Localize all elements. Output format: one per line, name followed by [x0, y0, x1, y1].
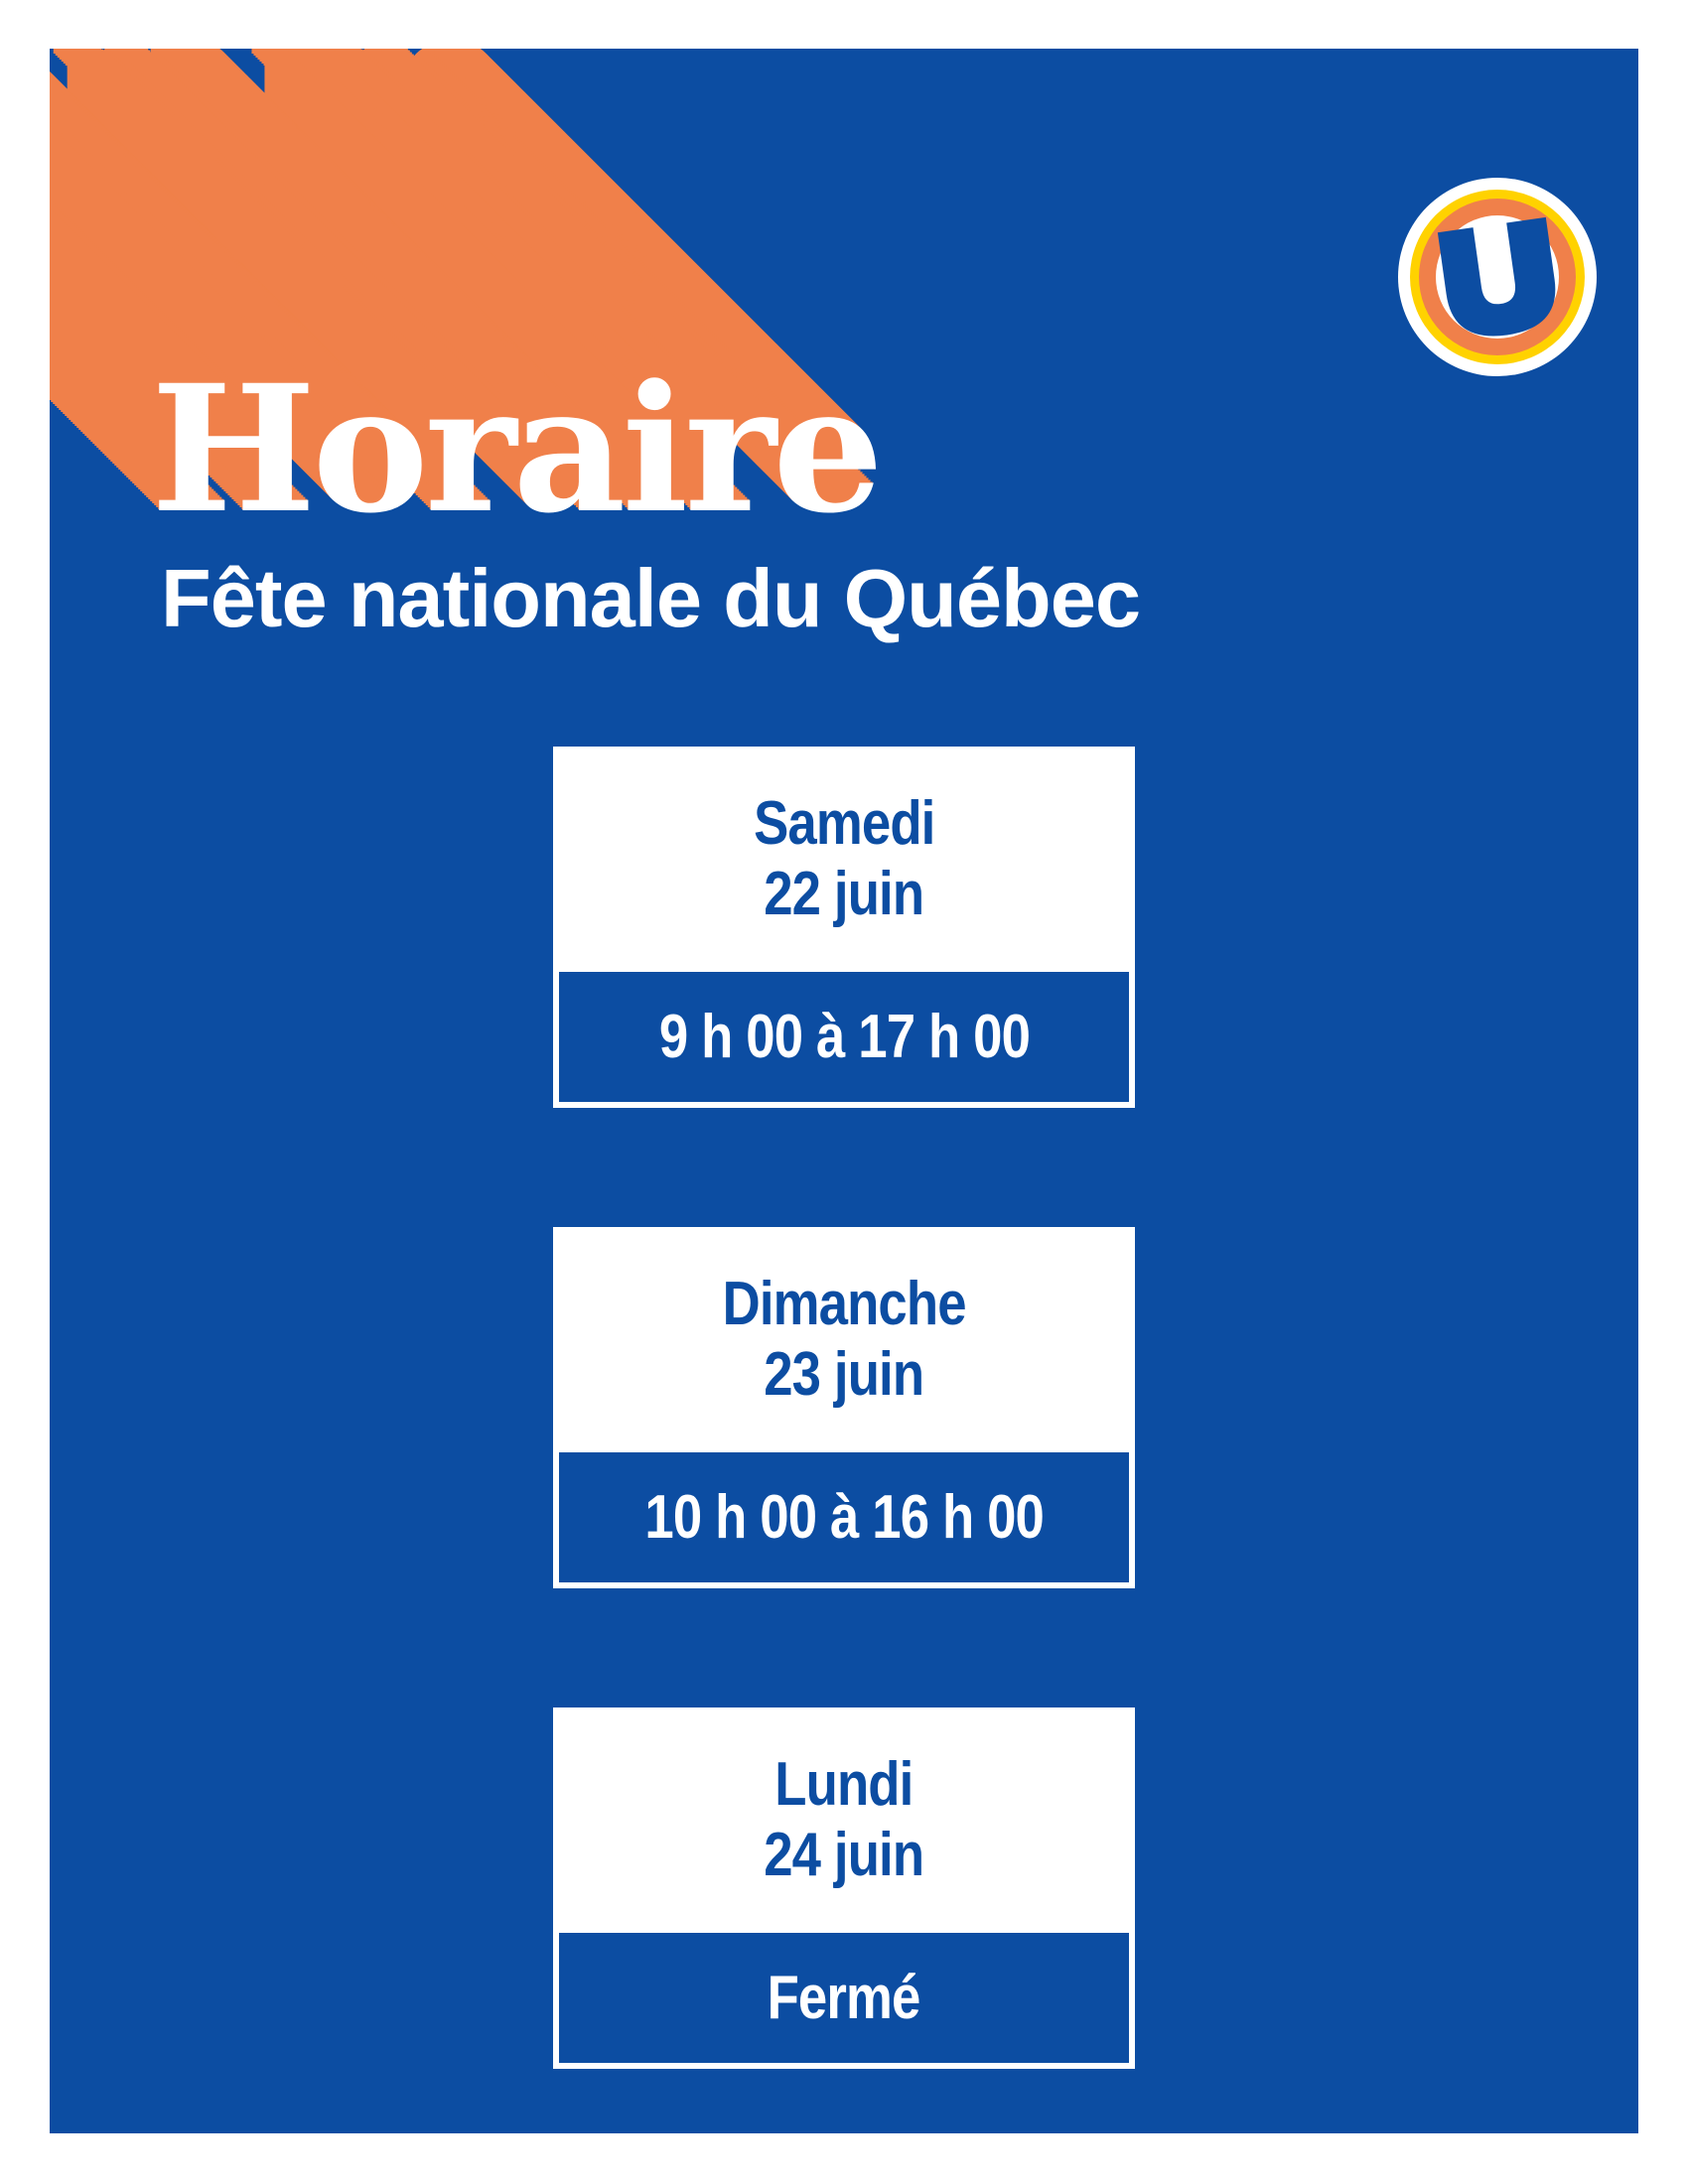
card-day-header	[559, 1707, 1129, 1933]
poster-background	[50, 49, 1638, 2133]
day-label: Lundi	[774, 1750, 914, 1820]
schedule-cards	[553, 747, 1135, 2133]
brand-logo-icon	[1348, 128, 1638, 426]
time-label: Fermé	[768, 1964, 920, 2032]
schedule-card	[553, 747, 1135, 1108]
date-label: 23 juin	[764, 1339, 924, 1409]
day-label: Samedi	[753, 789, 935, 859]
schedule-card	[553, 1707, 1135, 2069]
day-label: Dimanche	[722, 1270, 966, 1339]
time-label: 9 h 00 à 17 h 00	[658, 1003, 1030, 1071]
page-title: Horaire	[151, 346, 881, 552]
schedule-card	[553, 1227, 1135, 1588]
date-label: 24 juin	[764, 1820, 924, 1889]
time-label: 10 h 00 à 16 h 00	[644, 1483, 1044, 1552]
page-subtitle: Fête nationale du Québec	[161, 552, 1141, 644]
date-label: 22 juin	[764, 859, 924, 928]
card-time-bar	[559, 972, 1129, 1102]
card-time-bar	[559, 1933, 1129, 2063]
card-day-header	[559, 747, 1129, 972]
card-day-header	[559, 1227, 1129, 1452]
brand-logo	[1348, 128, 1638, 426]
card-time-bar	[559, 1452, 1129, 1582]
